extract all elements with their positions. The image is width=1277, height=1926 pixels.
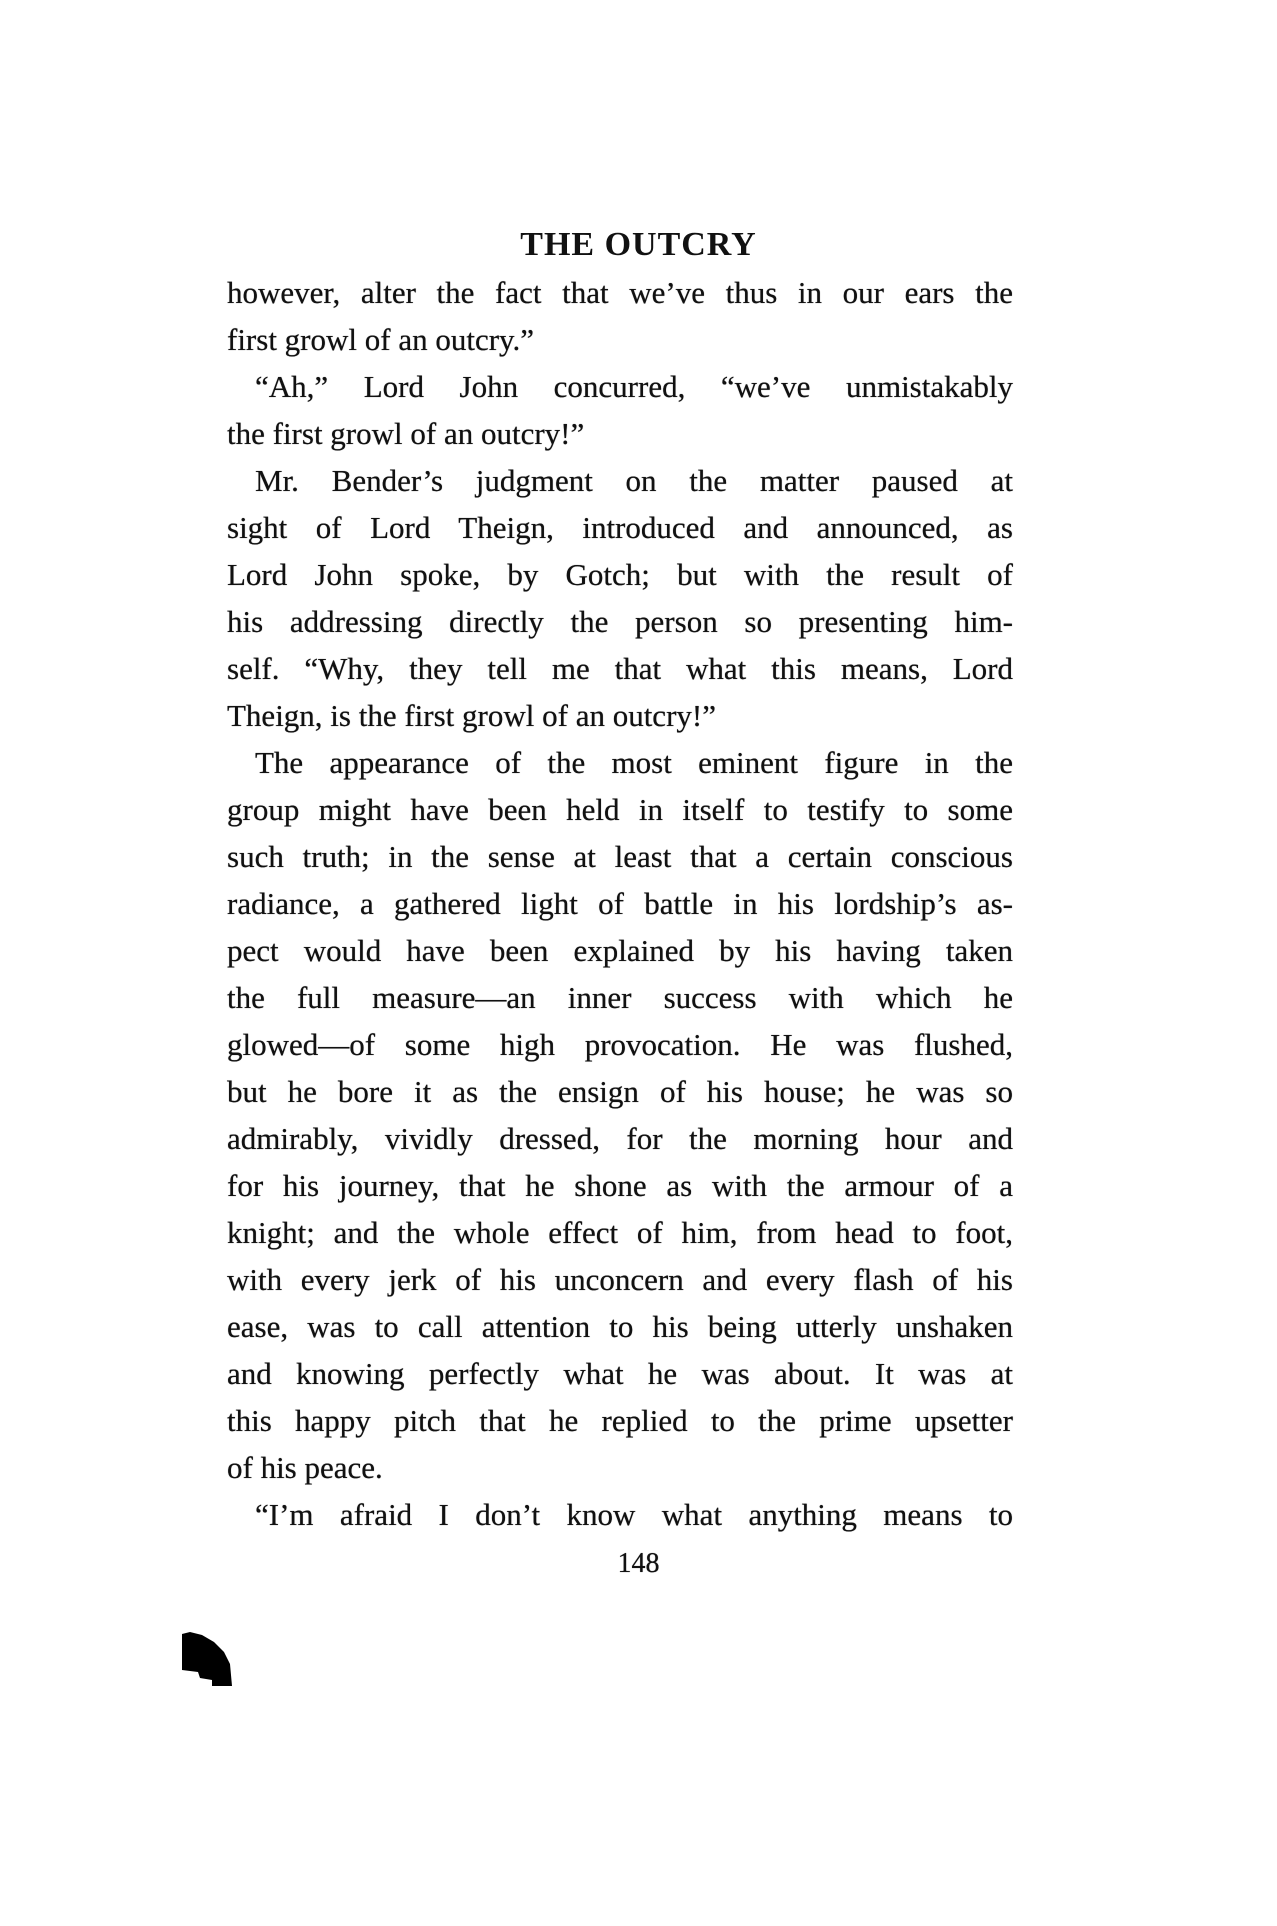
text-line: first growl of an outcry.”	[227, 322, 535, 357]
text-line: the first growl of an outcry!”	[227, 416, 585, 451]
text-line: The appearance of the most eminent figure in the	[255, 745, 1013, 780]
text-line: such truth; in the sense at least that a certain conscious	[227, 839, 1013, 874]
text-line: sight of Lord Theign, introduced and announced, as	[227, 510, 1013, 545]
text-line: of his peace.	[227, 1450, 383, 1485]
text-line: admirably, vividly dressed, for the morning hour and	[227, 1121, 1013, 1156]
running-head: THE OUTCRY	[520, 226, 757, 263]
text-line: radiance, a gathered light of battle in his lordship’s as-	[227, 886, 1013, 921]
page-number: 148	[617, 1548, 660, 1579]
text-line: Theign, is the first growl of an outcry!”	[227, 698, 716, 733]
text-line: knight; and the whole effect of him, from head to foot,	[227, 1215, 1013, 1250]
body-text	[227, 269, 1013, 1538]
text-line: Lord John spoke, by Gotch; but with the result of	[227, 557, 1013, 592]
text-line: self. “Why, they tell me that what this means, Lord	[227, 651, 1013, 686]
text-line: group might have been held in itself to testify to some	[227, 792, 1013, 827]
text-line: “I’m afraid I don’t know what anything means to	[255, 1497, 1013, 1532]
scan-artifact-mark	[182, 1632, 232, 1686]
text-line: his addressing directly the person so presenting him-	[227, 604, 1013, 639]
text-line: this happy pitch that he replied to the prime upsetter	[227, 1403, 1013, 1438]
text-line: the full measure—an inner success with which he	[227, 980, 1013, 1015]
text-line: but he bore it as the ensign of his house; he was so	[227, 1074, 1013, 1109]
text-line: however, alter the fact that we’ve thus in our ears the	[227, 275, 1013, 310]
text-line: glowed—of some high provocation. He was flushed,	[227, 1027, 1013, 1062]
text-line: with every jerk of his unconcern and every flash of his	[227, 1262, 1013, 1297]
text-line: “Ah,” Lord John concurred, “we’ve unmistakably	[255, 369, 1013, 404]
text-line: for his journey, that he shone as with the armour of a	[227, 1168, 1013, 1203]
text-line: Mr. Bender’s judgment on the matter paused at	[255, 463, 1013, 498]
text-line: pect would have been explained by his having taken	[227, 933, 1013, 968]
text-line: ease, was to call attention to his being utterly unshaken	[227, 1309, 1013, 1344]
text-line: and knowing perfectly what he was about. It was at	[227, 1356, 1013, 1391]
